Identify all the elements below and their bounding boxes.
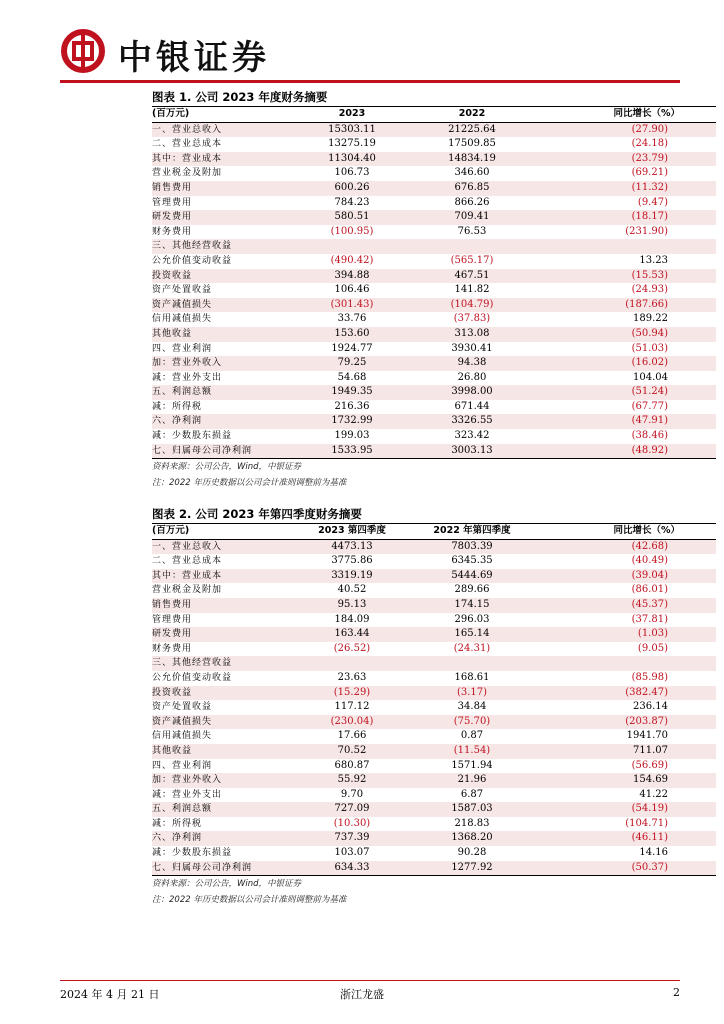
table-section-1 <box>152 89 680 491</box>
table-cell: 3319.19 <box>331 569 373 581</box>
table-source: 资料来源：公司公告，Wind，中银证券 <box>152 879 302 890</box>
row-label: 三、其他经营收益 <box>152 658 233 669</box>
table-cell: 711.07 <box>633 744 668 756</box>
table-cell: (230.04) <box>330 715 374 727</box>
table-cell: 9.70 <box>340 788 364 800</box>
table-cell: 189.22 <box>633 313 668 325</box>
table-cell: (203.87) <box>625 715 668 727</box>
table-row <box>152 122 716 137</box>
table-cell: 117.12 <box>334 701 370 713</box>
table-section-2 <box>152 506 680 908</box>
page-header <box>60 28 680 78</box>
table-cell: (10.30) <box>333 817 371 829</box>
table-cell: (37.83) <box>453 313 491 325</box>
table-row <box>152 656 716 671</box>
table-cell: 296.03 <box>454 613 490 625</box>
table-cell: 4473.13 <box>331 540 373 552</box>
brand-name: 中银证券 <box>118 38 270 78</box>
row-label: 投资收益 <box>152 270 193 281</box>
table-row <box>152 715 716 730</box>
row-label: 财务费用 <box>152 226 193 237</box>
table-cell: (231.90) <box>625 225 668 237</box>
table-row <box>152 196 716 211</box>
table-row <box>152 861 716 876</box>
table-cell: (39.04) <box>631 569 668 581</box>
table-cell: 634.33 <box>334 861 370 873</box>
table-cell: 5444.69 <box>451 569 493 581</box>
table-cell: 141.82 <box>454 284 490 296</box>
table-cell: 103.07 <box>334 847 370 859</box>
bank-of-china-logo-icon <box>60 28 106 74</box>
table-cell: (27.90) <box>631 123 668 135</box>
row-label: 资产减值损失 <box>152 299 213 310</box>
table-cell: (382.47) <box>625 686 668 698</box>
table-source: 资料来源：公司公告，Wind，中银证券 <box>152 462 302 473</box>
row-label: 七、归属母公司净利润 <box>152 445 253 456</box>
table-cell: (104.71) <box>625 817 668 829</box>
table-cell: (9.47) <box>637 196 668 208</box>
table-row <box>152 613 716 628</box>
table-cell: 95.13 <box>337 598 367 610</box>
table-cell: (24.18) <box>631 138 668 150</box>
table-cell: 199.03 <box>334 430 370 442</box>
row-label: 管理费用 <box>152 197 193 208</box>
table-cell: 467.51 <box>454 269 490 281</box>
table-row <box>152 642 716 657</box>
table-cell: 33.76 <box>337 313 367 325</box>
table-cell: 1587.03 <box>451 803 493 815</box>
table-cell: 3775.86 <box>331 555 373 567</box>
table-cell: (15.53) <box>631 269 668 281</box>
row-label: 六、净利润 <box>152 416 203 427</box>
table-row <box>152 312 716 327</box>
table-cell: (301.43) <box>330 298 374 310</box>
table-cell: 174.15 <box>454 598 490 610</box>
row-label: 研发费用 <box>152 212 193 223</box>
table-cell: 580.51 <box>334 211 370 223</box>
table-row <box>152 802 716 817</box>
column-header-prior: 2022 年第四季度 <box>433 525 511 536</box>
table-cell: (187.66) <box>625 298 668 310</box>
table-cell: 13.23 <box>639 254 668 266</box>
header-divider <box>60 80 680 83</box>
table-row <box>152 554 716 569</box>
table-cell: (23.79) <box>631 152 668 164</box>
table-row <box>152 371 716 386</box>
table-cell: 168.61 <box>454 671 490 683</box>
financial-table-q4 <box>152 523 716 876</box>
row-label: 营业税金及附加 <box>152 168 223 179</box>
table-cell: 236.14 <box>633 701 668 713</box>
table-row <box>152 817 716 832</box>
table-cell: (46.11) <box>631 832 668 844</box>
row-label: 营业税金及附加 <box>152 585 223 596</box>
footer-divider <box>60 980 680 981</box>
row-label: 一、营业总收入 <box>152 124 223 135</box>
table-cell: 14.16 <box>639 847 668 859</box>
table-row <box>152 539 716 554</box>
table-cell: 7803.39 <box>451 540 493 552</box>
table-cell: 680.87 <box>334 759 370 771</box>
table-row <box>152 729 716 744</box>
table-row <box>152 759 716 774</box>
table-cell: (565.17) <box>450 254 494 266</box>
table-cell <box>402 239 542 254</box>
table-cell: 26.80 <box>457 371 487 383</box>
table-row <box>152 342 716 357</box>
table-row <box>152 181 716 196</box>
table-cell: (85.98) <box>631 671 668 683</box>
row-label: 其中：营业成本 <box>152 570 223 581</box>
table-cell <box>402 656 542 671</box>
table-row <box>152 569 716 584</box>
table-cell <box>302 239 402 254</box>
table-cell: 1732.99 <box>331 415 373 427</box>
table-row <box>152 254 716 269</box>
table-cell: 1941.70 <box>626 730 668 742</box>
page-number: 2 <box>673 986 680 999</box>
row-label: 四、营业利润 <box>152 760 213 771</box>
column-header-current: 2023 第四季度 <box>318 525 386 536</box>
table-cell: 0.87 <box>460 730 484 742</box>
table-cell: 866.26 <box>454 196 490 208</box>
table-cell: 153.60 <box>334 327 370 339</box>
table-cell: 14834.19 <box>448 152 496 164</box>
table-cell: 1277.92 <box>451 861 493 873</box>
column-header-yoy: 同比增长（%） <box>613 108 680 119</box>
column-header-yoy: 同比增长（%） <box>613 525 680 536</box>
table-cell: (38.46) <box>631 430 668 442</box>
table-row <box>152 269 716 284</box>
row-label: 投资收益 <box>152 687 193 698</box>
table-cell: 165.14 <box>454 628 490 640</box>
table-row <box>152 700 716 715</box>
row-label: 七、归属母公司净利润 <box>152 862 253 873</box>
row-label: 资产减值损失 <box>152 716 213 727</box>
table-cell: (100.95) <box>330 225 374 237</box>
row-label: 减：所得税 <box>152 401 203 412</box>
row-label: 公允价值变动收益 <box>152 255 233 266</box>
table-cell: (3.17) <box>456 686 488 698</box>
table-cell: (51.24) <box>631 386 668 398</box>
column-header-unit: (百万元) <box>152 108 190 119</box>
table-cell: 163.44 <box>334 628 370 640</box>
table-row <box>152 846 716 861</box>
row-label: 一、营业总收入 <box>152 541 223 552</box>
row-label: 减：少数股东损益 <box>152 431 233 442</box>
table-cell: 323.42 <box>454 430 490 442</box>
table-cell: 54.68 <box>337 371 367 383</box>
row-label: 其他收益 <box>152 328 193 339</box>
table-cell: 737.39 <box>334 832 370 844</box>
table-cell: (50.37) <box>631 861 668 873</box>
table-row <box>152 225 716 240</box>
table-header-row <box>152 524 716 540</box>
table-cell: (24.31) <box>453 642 491 654</box>
table-cell: 34.84 <box>457 701 487 713</box>
table-cell: 313.08 <box>454 327 490 339</box>
table-cell: 216.36 <box>334 400 370 412</box>
table-cell: (40.49) <box>631 555 668 567</box>
table-cell: (56.69) <box>631 759 668 771</box>
table-cell: 70.52 <box>337 744 367 756</box>
table-row <box>152 152 716 167</box>
table-cell: (18.17) <box>631 211 668 223</box>
table-cell: (16.02) <box>631 357 668 369</box>
table-cell: 394.88 <box>334 269 370 281</box>
table-row <box>152 583 716 598</box>
table-cell: (104.79) <box>450 298 494 310</box>
table-row <box>152 298 716 313</box>
table-cell <box>302 656 402 671</box>
row-label: 三、其他经营收益 <box>152 241 233 252</box>
row-label: 公允价值变动收益 <box>152 672 233 683</box>
row-label: 信用减值损失 <box>152 731 213 742</box>
table-row <box>152 429 716 444</box>
row-label: 其他收益 <box>152 745 193 756</box>
table-cell: (11.32) <box>631 181 668 193</box>
table-cell: 3930.41 <box>451 342 493 354</box>
table-cell: 671.44 <box>454 400 490 412</box>
table-row <box>152 598 716 613</box>
table-cell: (48.92) <box>631 444 668 456</box>
table-cell: (1.03) <box>637 628 668 640</box>
table-cell: (69.21) <box>631 167 668 179</box>
table-cell: 727.09 <box>334 803 370 815</box>
column-header-unit: (百万元) <box>152 525 190 536</box>
table-cell: (51.03) <box>631 342 668 354</box>
table-row <box>152 327 716 342</box>
row-label: 减：少数股东损益 <box>152 848 233 859</box>
table-cell: 3998.00 <box>451 386 493 398</box>
table-row <box>152 627 716 642</box>
row-label: 其中：营业成本 <box>152 153 223 164</box>
row-label: 销售费用 <box>152 599 193 610</box>
row-label: 减：所得税 <box>152 818 203 829</box>
table-row <box>152 744 716 759</box>
table-cell: (75.70) <box>453 715 491 727</box>
table-cell: 709.41 <box>454 211 490 223</box>
table-cell: 1924.77 <box>331 342 373 354</box>
table-cell: (9.05) <box>637 642 668 654</box>
row-label: 资产处置收益 <box>152 285 213 296</box>
table-row <box>152 283 716 298</box>
table-cell: (67.77) <box>631 400 668 412</box>
table-cell: 289.66 <box>454 584 490 596</box>
table-row <box>152 210 716 225</box>
row-label: 六、净利润 <box>152 833 203 844</box>
table-cell: 600.26 <box>334 181 370 193</box>
table-cell: 76.53 <box>457 225 487 237</box>
table-cell: 11304.40 <box>328 152 376 164</box>
row-label: 四、营业利润 <box>152 343 213 354</box>
column-header-prior: 2022 <box>458 108 486 119</box>
table-cell: 184.09 <box>334 613 370 625</box>
row-label: 二、营业总成本 <box>152 556 223 567</box>
table-note: 注：2022 年历史数据以公司会计准则调整前为基准 <box>152 895 347 906</box>
row-label: 财务费用 <box>152 643 193 654</box>
table-cell <box>542 239 716 254</box>
footer-company: 浙江龙盛 <box>340 988 384 1001</box>
table-cell: 1949.35 <box>331 386 373 398</box>
table-cell: (50.94) <box>631 327 668 339</box>
table-row <box>152 414 716 429</box>
financial-table-annual <box>152 106 716 459</box>
table-row <box>152 239 716 254</box>
table-cell: 90.28 <box>457 847 487 859</box>
table-cell: 104.04 <box>633 371 668 383</box>
table-cell: 15303.11 <box>328 123 376 135</box>
row-label: 加：营业外收入 <box>152 775 223 786</box>
table-row <box>152 444 716 459</box>
table-cell: 40.52 <box>337 584 367 596</box>
table-cell: 21225.64 <box>448 123 496 135</box>
row-label: 信用减值损失 <box>152 314 213 325</box>
table-cell: 1368.20 <box>451 832 493 844</box>
table-cell: 106.46 <box>334 284 370 296</box>
table-cell: (47.91) <box>631 415 668 427</box>
table-cell: (42.68) <box>631 540 668 552</box>
table-header-row <box>152 107 716 123</box>
table-cell: 6.87 <box>460 788 484 800</box>
table-cell: 21.96 <box>457 774 487 786</box>
column-header-current: 2023 <box>338 108 366 119</box>
row-label: 资产处置收益 <box>152 702 213 713</box>
table-title: 图表 2. 公司 2023 年第四季度财务摘要 <box>152 507 362 521</box>
table-cell: 94.38 <box>457 357 487 369</box>
table-cell: 41.22 <box>639 788 668 800</box>
table-cell: (45.37) <box>631 598 668 610</box>
row-label: 销售费用 <box>152 182 193 193</box>
table-cell: 17509.85 <box>448 138 496 150</box>
table-cell: 676.85 <box>454 181 490 193</box>
row-label: 加：营业外收入 <box>152 358 223 369</box>
row-label: 减：营业外支出 <box>152 372 223 383</box>
table-cell: 79.25 <box>337 357 367 369</box>
table-title: 图表 1. 公司 2023 年度财务摘要 <box>152 90 328 104</box>
table-cell: (15.29) <box>333 686 371 698</box>
row-label: 研发费用 <box>152 629 193 640</box>
table-cell: (11.54) <box>453 744 491 756</box>
table-cell: 784.23 <box>334 196 370 208</box>
table-cell: 154.69 <box>633 774 668 786</box>
row-label: 管理费用 <box>152 614 193 625</box>
row-label: 五、利润总额 <box>152 387 213 398</box>
table-cell: 17.66 <box>337 730 367 742</box>
row-label: 减：营业外支出 <box>152 789 223 800</box>
table-cell: (24.93) <box>631 284 668 296</box>
table-row <box>152 671 716 686</box>
table-row <box>152 166 716 181</box>
table-row <box>152 356 716 371</box>
table-cell: 218.83 <box>454 817 490 829</box>
table-row <box>152 400 716 415</box>
table-row <box>152 137 716 152</box>
table-note: 注：2022 年历史数据以公司会计准则调整前为基准 <box>152 478 347 489</box>
table-cell: (26.52) <box>333 642 371 654</box>
table-cell: 1533.95 <box>331 444 373 456</box>
table-cell: 6345.35 <box>451 555 493 567</box>
table-cell: (490.42) <box>330 254 374 266</box>
table-cell: 23.63 <box>337 671 367 683</box>
table-cell: 346.60 <box>454 167 490 179</box>
table-cell: (37.81) <box>631 613 668 625</box>
table-cell: (54.19) <box>631 803 668 815</box>
table-cell: 13275.19 <box>328 138 376 150</box>
table-cell <box>542 656 716 671</box>
row-label: 二、营业总成本 <box>152 139 223 150</box>
table-cell: 55.92 <box>337 774 367 786</box>
table-row <box>152 788 716 803</box>
table-row <box>152 686 716 701</box>
table-cell: 1571.94 <box>451 759 493 771</box>
table-row <box>152 385 716 400</box>
row-label: 五、利润总额 <box>152 804 213 815</box>
table-cell: 3326.55 <box>451 415 493 427</box>
table-row <box>152 773 716 788</box>
table-cell: 3003.13 <box>451 444 493 456</box>
footer-date: 2024 年 4 月 21 日 <box>60 988 160 1001</box>
table-row <box>152 831 716 846</box>
table-cell: (86.01) <box>631 584 668 596</box>
table-cell: 106.73 <box>334 167 370 179</box>
